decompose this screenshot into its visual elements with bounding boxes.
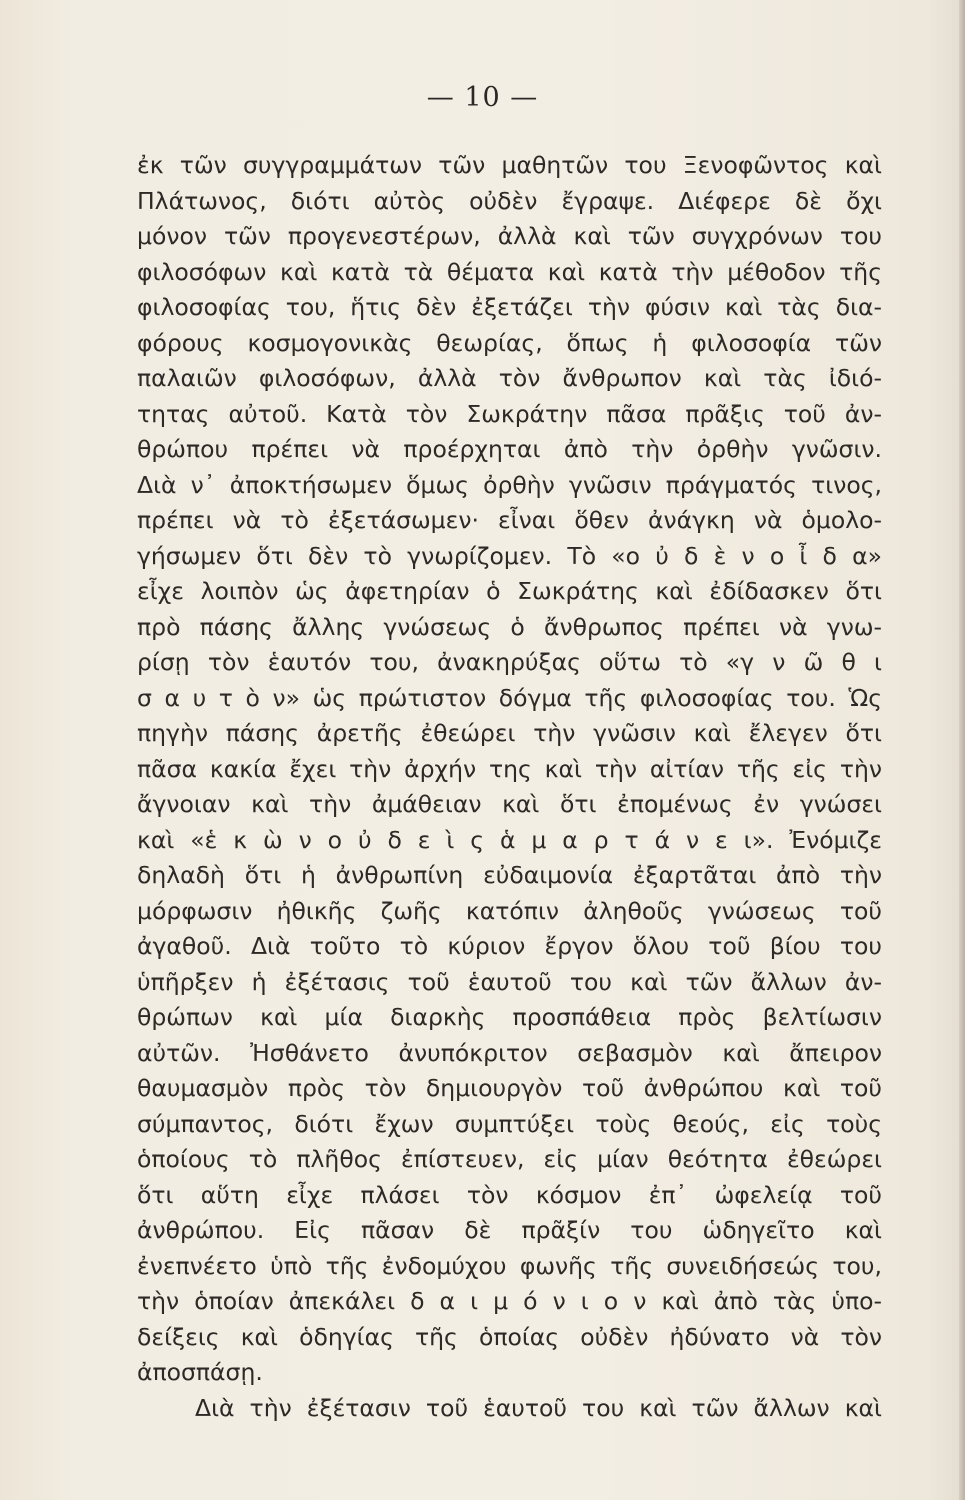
text-line: ἀνθρώπου. Εἰς πᾶσαν δὲ πρᾶξίν του ὡδηγεῖτο καὶ [137,1216,882,1244]
text-line: θρώπων καὶ μία διαρκὴς προσπάθεια πρὸς βελτίωσιν [137,1003,882,1031]
text-line: ὁποίους τὸ πλῆθος ἐπίστευεν, εἰς μίαν θεότητα ἐθεώρει [137,1145,882,1173]
text-line: πρὸ πάσης ἄλλης γνώσεως ὁ ἄνθρωπος πρέπει νὰ γνω- [137,612,882,641]
text-line: πᾶσα κακία ἔχει τὴν ἀρχήν της καὶ τὴν αἰτίαν τῆς εἰς τὴν [137,754,882,783]
text-line: τητας αὐτοῦ. Κατὰ τὸν Σωκράτην πᾶσα πρᾶξις τοῦ ἀν- [137,399,882,428]
text-line: ἀποσπάσῃ. [137,1358,263,1386]
text-line: φιλοσοφίας του, ἥτις δὲν ἐξετάζει τὴν φύσιν καὶ τὰς δια- [137,293,882,321]
text-line: μόρφωσιν ἠθικῆς ζωῆς κατόπιν ἀληθοῦς γνώσεως τοῦ [137,896,882,925]
text-line: τὴν ὁποίαν ἀπεκάλει δ α ι μ ό ν ι ο ν καὶ ἀπὸ τὰς ὑπο- [137,1287,882,1315]
text-line: σ α υ τ ὸ ν» ὡς πρώτιστον δόγμα τῆς φιλοσοφίας του. Ὡς [137,683,882,712]
text-line: φιλοσόφων καὶ κατὰ τὰ θέματα καὶ κατὰ τὴν μέθοδον τῆς [137,257,882,286]
text-line: γήσωμεν ὅτι δὲν τὸ γνωρίζομεν. Τὸ «ο ὐ δ ὲ ν ο ἶ δ α» [137,541,882,570]
text-line: πρέπει νὰ τὸ ἐξετάσωμεν· εἶναι ὅθεν ἀνάγκη νὰ ὁμολο- [137,506,882,534]
text-line: δείξεις καὶ ὁδηγίας τῆς ὁποίας οὐδὲν ἠδύνατο νὰ τὸν [137,1322,882,1351]
text-line: ἀγαθοῦ. Διὰ τοῦτο τὸ κύριον ἔργον ὅλου τοῦ βίου του [137,932,882,960]
text-line: εἶχε λοιπὸν ὡς ἀφετηρίαν ὁ Σωκράτης καὶ ἐδίδασκεν ὅτι [137,577,882,605]
body-text [137,148,882,1426]
text-line: παλαιῶν φιλοσόφων, ἀλλὰ τὸν ἄνθρωπον καὶ τὰς ἰδιό- [137,364,882,392]
text-line: ρίσῃ τὸν ἑαυτόν του, ἀνακηρύξας οὕτω τὸ «γ ν ῶ θ ι [137,648,882,676]
text-line: Διὰ τὴν ἐξέτασιν τοῦ ἑαυτοῦ του καὶ τῶν ἄλλων καὶ [195,1393,882,1422]
text-line: θρώπου πρέπει νὰ προέρχηται ἀπὸ τὴν ὀρθὴν γνῶσιν. [137,435,882,463]
text-line: μόνον τῶν προγενεστέρων, ἀλλὰ καὶ τῶν συγχρόνων του [137,222,882,250]
page-edge-shadow [959,0,965,1500]
text-line: καὶ «ἑ κ ὼ ν ο ὐ δ ε ὶ ς ἁ μ α ρ τ ά ν ε ι». Ἐνόμιζε [137,825,882,854]
text-line: θαυμασμὸν πρὸς τὸν δημιουργὸν τοῦ ἀνθρώπου καὶ τοῦ [137,1074,882,1102]
text-line: ὅτι αὕτη εἶχε πλάσει τὸν κόσμον ἐπ᾽ ὠφελείᾳ τοῦ [137,1180,882,1209]
text-line: δηλαδὴ ὅτι ἡ ἀνθρωπίνη εὐδαιμονία ἐξαρτᾶται ἀπὸ τὴν [137,861,882,889]
text-line: φόρους κοσμογονικὰς θεωρίας, ὅπως ἡ φιλοσοφία τῶν [137,328,882,357]
text-line: πηγὴν πάσης ἀρετῆς ἐθεώρει τὴν γνῶσιν καὶ ἔλεγεν ὅτι [137,719,882,747]
page-number: — 10 — [426,82,539,113]
text-line: αὐτῶν. Ἠσθάνετο ἀνυπόκριτον σεβασμὸν καὶ ἄπειρον [137,1038,882,1067]
text-line: ὑπῆρξεν ἡ ἐξέτασις τοῦ ἑαυτοῦ του καὶ τῶν ἄλλων ἀν- [137,967,882,996]
text-line: Διὰ ν᾽ ἀποκτήσωμεν ὅμως ὀρθὴν γνῶσιν πράγματός τινος, [137,470,882,499]
text-line: Πλάτωνος, διότι αὐτὸς οὐδὲν ἔγραψε. Διέφερε δὲ ὄχι [137,186,882,215]
text-line: ἐκ τῶν συγγραμμάτων τῶν μαθητῶν του Ξενοφῶντος καὶ [137,151,882,179]
text-line: σύμπαντος, διότι ἔχων συμπτύξει τοὺς θεούς, εἰς τοὺς [137,1109,882,1138]
text-line: ἐνεπνέετο ὑπὸ τῆς ἐνδομύχου φωνῆς τῆς συνειδήσεώς του, [137,1251,882,1280]
text-line: ἄγνοιαν καὶ τὴν ἀμάθειαν καὶ ὅτι ἐπομένως ἐν γνώσει [137,790,882,818]
